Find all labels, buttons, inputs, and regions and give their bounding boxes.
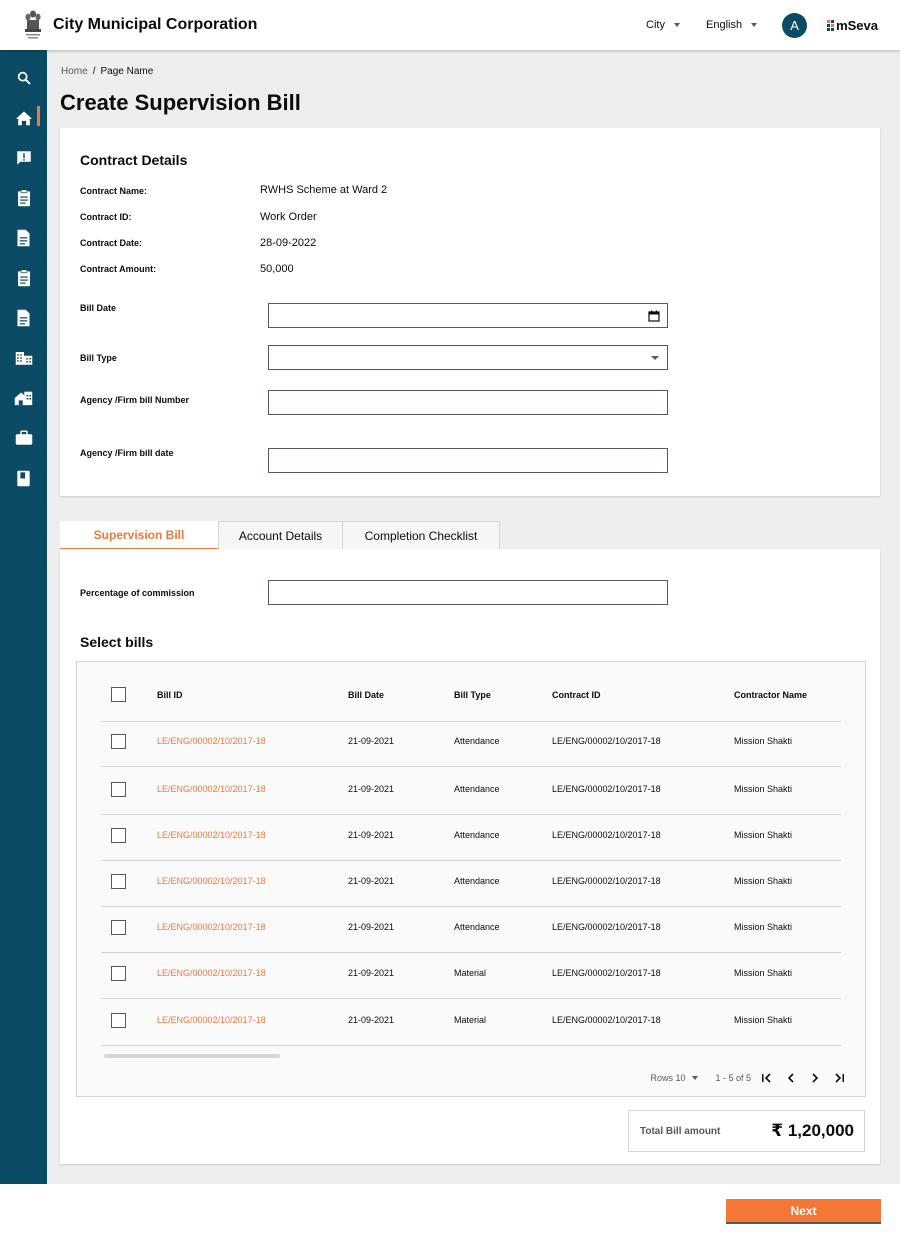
column-header-bill-type[interactable]: Bill Type: [454, 690, 491, 700]
contract-amount-label: Contract Amount:: [80, 264, 157, 274]
contractor-name-cell: Mission Shakti: [734, 968, 793, 978]
sidebar-item-registers[interactable]: [0, 458, 47, 498]
bill-type-select[interactable]: [268, 345, 668, 370]
contract-details-card: [60, 128, 880, 496]
contractor-name-cell: Mission Shakti: [734, 784, 793, 794]
rows-per-page-select[interactable]: [650, 1073, 698, 1083]
complaint-icon: [15, 149, 33, 167]
bill-date-cell: 21-09-2021: [348, 830, 395, 840]
bill-date-cell: 21-09-2021: [348, 876, 395, 886]
row-checkbox[interactable]: [111, 966, 126, 981]
clipboard-icon: [16, 189, 32, 207]
contract-id-cell: LE/ENG/00002/10/2017-18: [552, 922, 661, 932]
commission-label: Percentage of commission: [80, 588, 195, 598]
contract-name-value: RWHS Scheme at Ward 2: [260, 184, 388, 196]
total-bill-amount-box: [628, 1110, 865, 1152]
bill-type-cell: Attendance: [454, 830, 500, 840]
sidebar-item-projects[interactable]: [0, 378, 47, 418]
last-page-button[interactable]: [833, 1073, 845, 1083]
bill-id-link[interactable]: LE/ENG/00002/10/2017-18: [157, 736, 266, 746]
tab-account-details[interactable]: Account Details: [218, 521, 343, 550]
bill-date-field[interactable]: [268, 303, 668, 328]
row-checkbox[interactable]: [111, 920, 126, 935]
bill-id-link[interactable]: LE/ENG/00002/10/2017-18: [157, 784, 266, 794]
chevron-down-icon: [751, 23, 757, 27]
contract-date-label: Contract Date:: [80, 238, 143, 248]
sidebar-item-contracts[interactable]: [0, 418, 47, 458]
contract-details-title: Contract Details: [80, 152, 188, 168]
home-icon: [15, 110, 33, 126]
column-header-contract-id[interactable]: Contract ID: [552, 690, 601, 700]
bill-type-cell: Attendance: [454, 736, 500, 746]
horizontal-scrollbar[interactable]: [104, 1054, 280, 1058]
contractor-name-cell: Mission Shakti: [734, 876, 793, 886]
contract-id-cell: LE/ENG/00002/10/2017-18: [552, 830, 661, 840]
bill-type-cell: Material: [454, 968, 487, 978]
brand-name: mSeva: [836, 17, 878, 33]
pagination: [650, 1066, 845, 1090]
row-checkbox[interactable]: [111, 734, 126, 749]
language-dropdown-label: English: [706, 19, 743, 31]
bill-type-cell: Material: [454, 1015, 487, 1025]
bill-id-link[interactable]: LE/ENG/00002/10/2017-18: [157, 1015, 266, 1025]
previous-page-button[interactable]: [785, 1073, 797, 1083]
app-title: City Municipal Corporation: [53, 16, 258, 33]
sidebar: [0, 50, 47, 1184]
row-divider: [101, 998, 841, 999]
bill-id-link[interactable]: LE/ENG/00002/10/2017-18: [157, 830, 266, 840]
building-icon: [15, 350, 33, 366]
calendar-icon[interactable]: [648, 310, 660, 322]
breadcrumb-current: Page Name: [100, 66, 154, 77]
agency-bill-number-label: Agency /Firm bill Number: [80, 395, 190, 405]
agency-bill-number-field[interactable]: [268, 390, 668, 415]
document-icon: [16, 309, 31, 327]
tab-supervision-bill[interactable]: Supervision Bill: [60, 521, 218, 550]
language-dropdown[interactable]: [706, 19, 757, 31]
breadcrumb-home-link[interactable]: Home: [61, 66, 88, 77]
bill-date-cell: 21-09-2021: [348, 968, 395, 978]
state-emblem-icon: [22, 9, 44, 41]
bill-date-cell: 21-09-2021: [348, 784, 395, 794]
chevron-right-icon: [809, 1073, 821, 1083]
rows-per-page-label: Rows 10: [650, 1073, 686, 1083]
sidebar-item-home[interactable]: [0, 98, 47, 138]
search-icon: [16, 70, 32, 86]
bill-type-cell: Attendance: [454, 876, 500, 886]
breadcrumb-separator: /: [92, 66, 96, 77]
contractor-name-cell: Mission Shakti: [734, 736, 793, 746]
avatar[interactable]: A: [782, 13, 807, 38]
row-divider: [101, 906, 841, 907]
city-dropdown[interactable]: [646, 19, 680, 31]
header-divider: [101, 721, 841, 722]
contract-date-value: 28-09-2022: [260, 237, 317, 249]
page-range: 1 - 5 of 5: [715, 1073, 751, 1083]
bill-date-cell: 21-09-2021: [348, 736, 395, 746]
first-page-button[interactable]: [761, 1073, 773, 1083]
contractor-name-cell: Mission Shakti: [734, 1015, 793, 1025]
next-button[interactable]: Next: [726, 1199, 881, 1224]
mseva-logo-icon: [827, 20, 834, 31]
column-header-contractor-name[interactable]: Contractor Name: [734, 690, 808, 700]
sidebar-item-complaints[interactable]: [0, 138, 47, 178]
sidebar-item-bills[interactable]: [0, 298, 47, 338]
row-divider: [101, 860, 841, 861]
row-checkbox[interactable]: [111, 782, 126, 797]
contractor-name-cell: Mission Shakti: [734, 922, 793, 932]
last-page-icon: [833, 1073, 845, 1083]
bill-type-cell: Attendance: [454, 922, 500, 932]
row-divider: [101, 814, 841, 815]
row-checkbox[interactable]: [111, 874, 126, 889]
bill-date-label: Bill Date: [80, 303, 117, 313]
tab-bar: [60, 521, 500, 550]
chevron-down-icon: [692, 1076, 698, 1080]
book-icon: [16, 470, 31, 487]
sidebar-item-search[interactable]: [0, 58, 47, 98]
row-divider: [101, 952, 841, 953]
action-bar: [0, 1184, 900, 1239]
select-all-checkbox[interactable]: [111, 687, 126, 702]
contractor-name-cell: Mission Shakti: [734, 830, 793, 840]
contract-id-cell: LE/ENG/00002/10/2017-18: [552, 1015, 661, 1025]
chevron-down-icon: [651, 356, 659, 360]
page-title: Create Supervision Bill: [60, 90, 301, 115]
sidebar-item-documents[interactable]: [0, 218, 47, 258]
bill-type-cell: Attendance: [454, 784, 500, 794]
clipboard-icon: [16, 269, 32, 287]
top-bar: [0, 0, 900, 50]
contract-id-cell: LE/ENG/00002/10/2017-18: [552, 876, 661, 886]
contract-id-cell: LE/ENG/00002/10/2017-18: [552, 968, 661, 978]
row-checkbox[interactable]: [111, 1013, 126, 1028]
bill-id-link[interactable]: LE/ENG/00002/10/2017-18: [157, 876, 266, 886]
agency-bill-date-field[interactable]: [268, 448, 668, 473]
sidebar-item-tasks[interactable]: [0, 178, 47, 218]
house-icon: [14, 390, 33, 406]
contract-id-label: Contract ID:: [80, 212, 132, 222]
first-page-icon: [761, 1073, 773, 1083]
bills-table: [76, 661, 866, 1097]
mseva-logo: [827, 18, 878, 33]
tab-completion-checklist[interactable]: Completion Checklist: [343, 521, 500, 550]
contract-id-cell: LE/ENG/00002/10/2017-18: [552, 736, 661, 746]
next-page-button[interactable]: [809, 1073, 821, 1083]
total-bill-amount-label: Total Bill amount: [640, 1125, 721, 1137]
bill-date-cell: 21-09-2021: [348, 1015, 395, 1025]
contract-id-cell: LE/ENG/00002/10/2017-18: [552, 784, 661, 794]
agency-bill-date-label: Agency /Firm bill date: [80, 448, 174, 458]
bill-id-link[interactable]: LE/ENG/00002/10/2017-18: [157, 968, 266, 978]
total-bill-amount-value: ₹ 1,20,000: [771, 1121, 854, 1140]
bill-type-label: Bill Type: [80, 353, 117, 363]
commission-field[interactable]: [268, 580, 668, 605]
bill-date-cell: 21-09-2021: [348, 922, 395, 932]
bill-id-link[interactable]: LE/ENG/00002/10/2017-18: [157, 922, 266, 932]
contract-amount-value: 50,000: [260, 263, 294, 275]
row-checkbox[interactable]: [111, 828, 126, 843]
contract-id-value: Work Order: [260, 211, 317, 223]
supervision-bill-card: [60, 549, 880, 1164]
select-bills-title: Select bills: [80, 634, 154, 650]
row-divider: [101, 766, 841, 767]
column-header-bill-id[interactable]: Bill ID: [157, 690, 183, 700]
chevron-left-icon: [785, 1073, 797, 1083]
column-header-bill-date[interactable]: Bill Date: [348, 690, 385, 700]
briefcase-icon: [15, 430, 33, 446]
sidebar-item-works[interactable]: [0, 258, 47, 298]
sidebar-item-organisations[interactable]: [0, 338, 47, 378]
breadcrumb: [61, 66, 153, 77]
chevron-down-icon: [674, 23, 680, 27]
row-divider: [101, 1045, 841, 1046]
city-dropdown-label: City: [646, 19, 665, 31]
document-icon: [16, 229, 31, 247]
contract-name-label: Contract Name:: [80, 186, 148, 196]
